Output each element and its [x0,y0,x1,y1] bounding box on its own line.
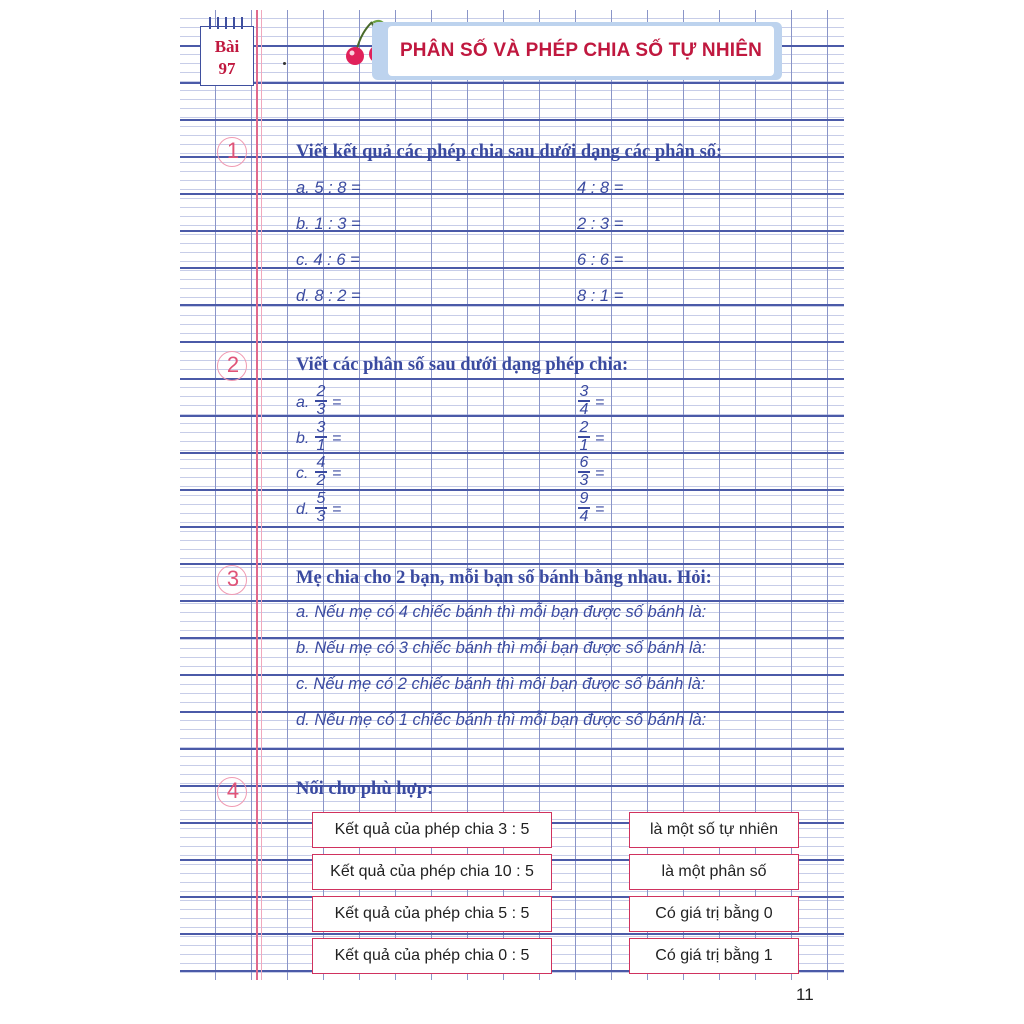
match-left-1[interactable]: Kết quả của phép chia 3 : 5 [312,812,552,848]
ink-dot [283,62,286,65]
match-right-2[interactable]: là một phân số [629,854,799,890]
exercise-3-number: 3 [219,565,247,593]
exercise-4-heading: Nối cho phù hợp: [296,779,434,799]
lesson-number: 97 [218,59,236,78]
ex3-item-c: c. Nếu mẹ có 2 chiếc bánh thì mỗi bạn được số bánh là: [296,675,706,693]
ex1-right-2: 2 : 3 = [577,215,624,233]
ex1-right-4: 8 : 1 = [577,287,624,305]
ex1-left-a: a. 5 : 8 = [296,179,361,197]
ex3-item-a: a. Nếu mẹ có 4 chiếc bánh thì mỗi bạn được số bánh là: [296,603,707,621]
ex1-left-d: d. 8 : 2 = [296,287,361,305]
match-right-3[interactable]: Có giá trị bằng 0 [629,896,799,932]
ex3-item-d: d. Nếu mẹ có 1 chiếc bánh thì mỗi bạn được số bánh là: [296,711,707,729]
exercise-1-heading: Viết kết quả các phép chia sau dưới dạng các phân số: [296,142,723,162]
page-number: 11 [796,985,814,1004]
ex1-right-3: 6 : 6 = [577,251,624,269]
margin-line [256,10,258,980]
page-title: PHÂN SỐ VÀ PHÉP CHIA SỐ TỰ NHIÊN [388,26,774,76]
match-right-1[interactable]: là một số tự nhiên [629,812,799,848]
exercise-4-number: 4 [219,777,247,805]
ex1-left-b: b. 1 : 3 = [296,215,361,233]
lesson-word: Bài [214,37,240,56]
margin-line-inner [261,10,262,980]
exercise-2-number: 2 [219,351,247,379]
match-left-2[interactable]: Kết quả của phép chia 10 : 5 [312,854,552,890]
exercise-2-heading: Viết các phân số sau dưới dạng phép chia: [296,355,629,375]
match-left-4[interactable]: Kết quả của phép chia 0 : 5 [312,938,552,974]
ex3-item-b: b. Nếu mẹ có 3 chiếc bánh thì mỗi bạn được số bánh là: [296,639,707,657]
lesson-badge [200,26,254,86]
exercise-3-heading: Mẹ chia cho 2 bạn, mỗi bạn số bánh bằng nhau. Hỏi: [296,568,712,588]
exercise-1-number: 1 [219,137,247,165]
calendar-rings-icon [207,17,247,29]
ex1-right-1: 4 : 8 = [577,179,624,197]
match-right-4[interactable]: Có giá trị bằng 1 [629,938,799,974]
ex1-left-c: c. 4 : 6 = [296,251,360,269]
match-left-3[interactable]: Kết quả của phép chia 5 : 5 [312,896,552,932]
